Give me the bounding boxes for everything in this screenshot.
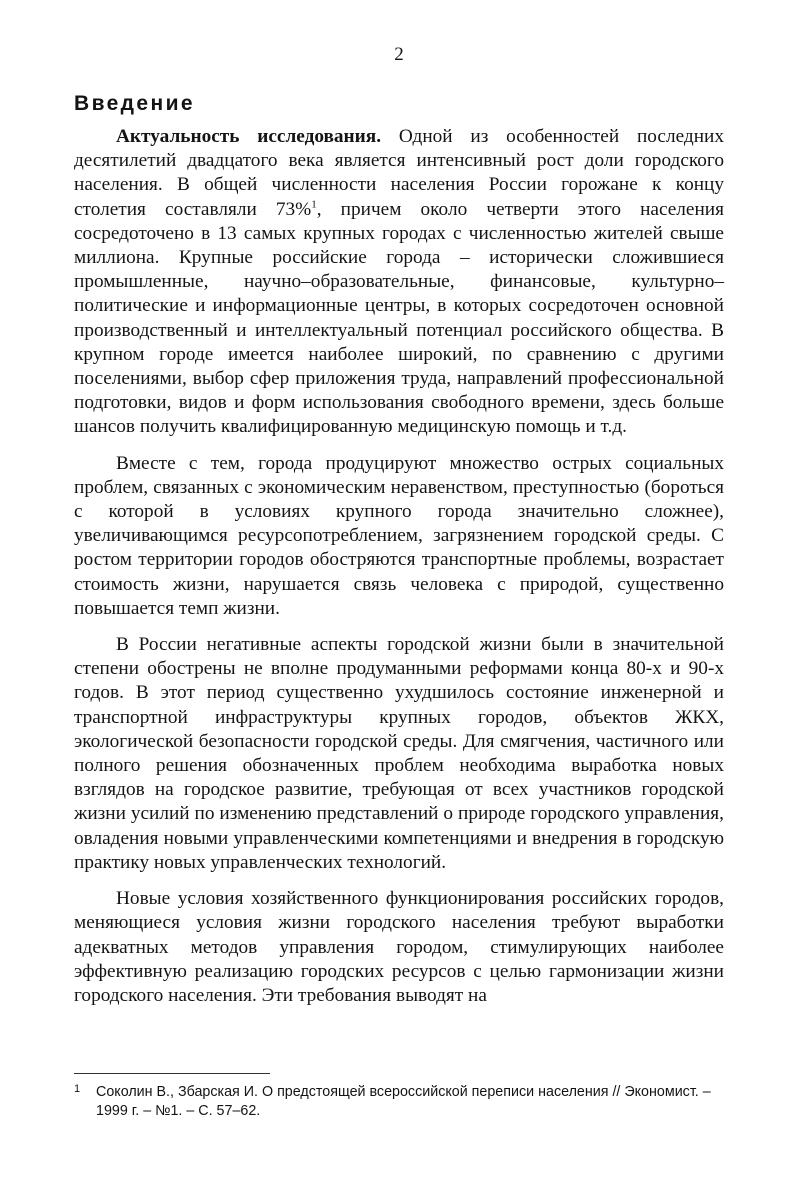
body-text: [74, 125, 724, 1008]
footnote-mark: 1: [74, 1083, 81, 1095]
section-heading: Введение: [74, 92, 195, 115]
footnote-divider: [74, 1073, 270, 1074]
page-number: 2: [394, 44, 404, 65]
paragraph-text: Одной из особенностей последних десятилетий двадцатого века является интенсивный рост доли городского населения. В общей численности населения России горожане к концу столетия составляли 73%: [74, 126, 724, 220]
paragraph-1: [74, 125, 724, 440]
paragraph-4: Новые условия хозяйственного функционирования российских городов, меняющиеся условия жизни городского населения требуют выработки адекватных методов управления городом, стимулирующих наиболее эффективную реализацию городских ресурсов с целью гармонизации жизни городского населения. Эти требования выводят на: [74, 888, 724, 1006]
paragraph-2: Вместе с тем, города продуцируют множество острых социальных проблем, связанных с экономическим неравенством, преступностью (бороться с которой в условиях крупного города значительно сложнее), увеличивающимся ресурсопотреблением, загрязнением городской среды. С ростом территории городов обостряются транспортные проблемы, возрастает стоимость жизни, нарушается связь человека с природой, существенно повышается темп жизни.: [74, 452, 724, 619]
footnote-reference: 1: [311, 198, 317, 211]
paragraph-text: , причем около четверти этого населения сосредоточено в 13 самых крупных городах с численностью жителей свыше миллиона. Крупные российские города – исторически сложившиеся промышленные, научно–образовательные, финансовые, культурно–политические и информационные центры, в которых сосредоточен основной производственный и интеллектуальный потенциал российского общества. В крупном городе имеется наиболее широкий, по сравнению с другими поселениями, выбор сфер приложения труда, направлений профессиональной подготовки, видов и форм использования свободного времени, здесь больше шансов получить квалифицированную медицинскую помощь и т.д.: [74, 198, 724, 438]
paragraph-3: В России негативные аспекты городской жизни были в значительной степени обострены не вполне продуманными реформами конца 80-х и 90-х годов. В этот период существенно ухудшилось состояние инженерной и транспортной инфраструктуры крупных городов, объектов ЖКХ, экологической безопасности городской среды. Для смягчения, частичного или полного решения обозначенных проблем необходима выработка новых взглядов на городское развитие, требующая от всех участников городской жизни усилий по изменению представлений о природе городского управления, овладения новыми управленческими компетенциями и внедрения в городскую практику новых управленческих технологий.: [74, 634, 724, 873]
footnote-text: Соколин В., Збарская И. О предстоящей всероссийской переписи населения // Экономист. – 1999 г. – №1. – С. 57–62.: [96, 1084, 711, 1119]
paragraph-lead: Актуальность исследования.: [116, 126, 382, 147]
footnote: [74, 1083, 724, 1121]
